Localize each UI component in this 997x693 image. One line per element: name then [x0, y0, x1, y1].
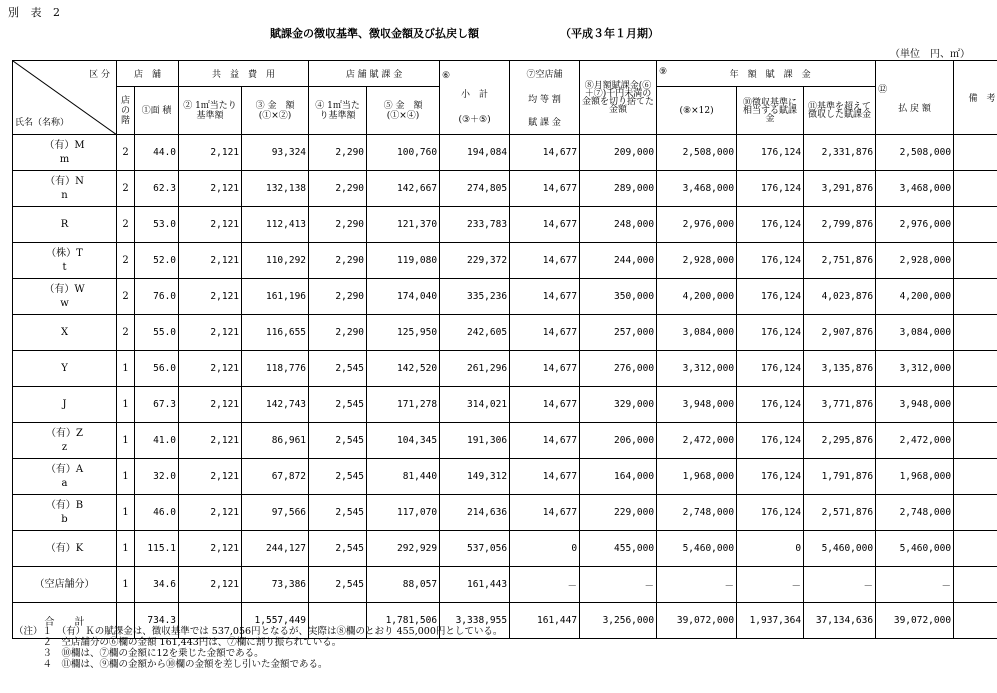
- kyoeki-header: 共 益 費 用: [179, 61, 309, 87]
- kubun-label: 区 分: [89, 70, 110, 80]
- cell-c6: 191,306: [440, 423, 510, 459]
- total-c9: 39,072,000: [657, 603, 737, 639]
- row-name-primary: （有）Z: [46, 427, 83, 439]
- shokei-header: [440, 61, 510, 135]
- row-name-primary: （有）K: [45, 542, 84, 554]
- cell-c5: 142,520: [367, 351, 440, 387]
- haraimodoshi-header: [876, 61, 954, 135]
- cell-c12: －: [876, 567, 954, 603]
- cell-c11: 3,135,876: [804, 351, 876, 387]
- cell-c11: 2,751,876: [804, 243, 876, 279]
- cell-c4: 2,545: [309, 495, 367, 531]
- col11-header: ⑪基準を超えて徴収した賦課金: [804, 87, 876, 135]
- cell-c2: 2,121: [179, 279, 242, 315]
- cell-c12: 2,928,000: [876, 243, 954, 279]
- row-name: [13, 351, 117, 387]
- row-name-secondary: a: [61, 477, 68, 489]
- row-name-primary: （空店舗分）: [34, 578, 95, 590]
- cell-biko: [954, 315, 997, 351]
- cell-c9: 2,976,000: [657, 207, 737, 243]
- cell-menseki: 46.0: [135, 495, 179, 531]
- row-name: [13, 495, 117, 531]
- cell-c11: 5,460,000: [804, 531, 876, 567]
- cell-c3: 86,961: [242, 423, 309, 459]
- cell-c7: －: [510, 567, 580, 603]
- cell-c8: 257,000: [580, 315, 657, 351]
- shokei-formula: (③＋⑤): [458, 114, 491, 125]
- period-label: （平成３年１月期）: [560, 27, 659, 40]
- cell-c3: 112,413: [242, 207, 309, 243]
- cell-c3: 73,386: [242, 567, 309, 603]
- cell-c10: 176,124: [737, 423, 804, 459]
- cell-c11: 2,331,876: [804, 135, 876, 171]
- row-name: [13, 243, 117, 279]
- cell-c3: 116,655: [242, 315, 309, 351]
- cell-c2: 2,121: [179, 171, 242, 207]
- row-floor: 1: [117, 423, 135, 459]
- cell-c12: 2,748,000: [876, 495, 954, 531]
- cell-c10: 176,124: [737, 315, 804, 351]
- cell-c5: 104,345: [367, 423, 440, 459]
- row-name-primary: （有）M: [44, 139, 85, 151]
- shokei-label: 小 計: [461, 89, 489, 100]
- fuka-kijun-header: ④ 1㎡当たり基準額: [309, 87, 367, 135]
- cell-c2: 2,121: [179, 243, 242, 279]
- cell-c8: 276,000: [580, 351, 657, 387]
- cell-c12: 2,508,000: [876, 135, 954, 171]
- total-c6: 3,338,955: [440, 603, 510, 639]
- cell-c5: 121,370: [367, 207, 440, 243]
- cell-c11: 2,295,876: [804, 423, 876, 459]
- cell-c9: －: [657, 567, 737, 603]
- nengaku-header: [657, 61, 876, 87]
- cell-c10: 176,124: [737, 207, 804, 243]
- cell-c3: 93,324: [242, 135, 309, 171]
- table-row: [13, 495, 997, 531]
- akitenpo-header: [510, 61, 580, 135]
- cell-c8: 244,000: [580, 243, 657, 279]
- cell-c6: 261,296: [440, 351, 510, 387]
- cell-c2: 2,121: [179, 315, 242, 351]
- notes: [14, 626, 502, 670]
- row-floor: 2: [117, 135, 135, 171]
- cell-menseki: 115.1: [135, 531, 179, 567]
- row-floor: 2: [117, 207, 135, 243]
- row-name-primary: X: [60, 326, 69, 338]
- cell-c8: －: [580, 567, 657, 603]
- gekkyo-header: ⑧月額賦課金(⑥＋⑦)千円未満の金額を切り捨てた金額: [580, 61, 657, 135]
- cell-c10: 0: [737, 531, 804, 567]
- cell-c3: 118,776: [242, 351, 309, 387]
- nengaku-formula-header: (⑧×12): [657, 87, 737, 135]
- cell-c12: 4,200,000: [876, 279, 954, 315]
- cell-c3: 110,292: [242, 243, 309, 279]
- cell-c8: 164,000: [580, 459, 657, 495]
- cell-c5: 88,057: [367, 567, 440, 603]
- cell-c7: 14,677: [510, 495, 580, 531]
- unit-label: （単位 円、㎡）: [890, 49, 970, 60]
- cell-biko: [954, 387, 997, 423]
- cell-c11: 3,771,876: [804, 387, 876, 423]
- cell-c6: 335,236: [440, 279, 510, 315]
- note-4: ４ ⑪欄は、⑨欄の金額から⑩欄の金額を差し引いた金額である。: [14, 659, 328, 670]
- row-floor: 1: [117, 495, 135, 531]
- cell-c3: 161,196: [242, 279, 309, 315]
- cell-c4: 2,545: [309, 387, 367, 423]
- cell-c7: 14,677: [510, 171, 580, 207]
- cell-c10: 176,124: [737, 171, 804, 207]
- table-body: [13, 135, 997, 639]
- kaidan-header: 店の階: [117, 87, 135, 135]
- row-name: [13, 567, 117, 603]
- cell-c12: 3,084,000: [876, 315, 954, 351]
- total-c7: 161,447: [510, 603, 580, 639]
- cell-c5: 119,080: [367, 243, 440, 279]
- cell-c2: 2,121: [179, 531, 242, 567]
- cell-c12: 3,468,000: [876, 171, 954, 207]
- cell-menseki: 56.0: [135, 351, 179, 387]
- fuka-header: 店 舗 賦 課 金: [309, 61, 440, 87]
- table-row: [13, 459, 997, 495]
- nengaku-number: ⑨: [659, 67, 668, 77]
- cell-biko: [954, 459, 997, 495]
- cell-menseki: 41.0: [135, 423, 179, 459]
- cell-c2: 2,121: [179, 495, 242, 531]
- cell-c7: 14,677: [510, 351, 580, 387]
- cell-c5: 100,760: [367, 135, 440, 171]
- cell-c6: 214,636: [440, 495, 510, 531]
- shimei-label: 氏名（名称）: [15, 118, 70, 128]
- cell-c6: 161,443: [440, 567, 510, 603]
- cell-c7: 14,677: [510, 423, 580, 459]
- cell-c11: 2,799,876: [804, 207, 876, 243]
- cell-c6: 242,605: [440, 315, 510, 351]
- cell-menseki: 53.0: [135, 207, 179, 243]
- table-row: [13, 243, 997, 279]
- cell-c4: 2,290: [309, 135, 367, 171]
- cell-c9: 2,748,000: [657, 495, 737, 531]
- row-floor: 2: [117, 243, 135, 279]
- row-name: [13, 531, 117, 567]
- cell-c11: 4,023,876: [804, 279, 876, 315]
- row-name-secondary: b: [61, 513, 68, 525]
- akitenpo-label-3: 賦 課 金: [528, 118, 561, 128]
- row-name: [13, 135, 117, 171]
- cell-c4: 2,290: [309, 207, 367, 243]
- page-title: 賦課金の徴収基準、徴収金額及び払戻し額: [270, 27, 479, 40]
- cell-menseki: 76.0: [135, 279, 179, 315]
- shokei-number: ⑥: [442, 70, 451, 81]
- row-floor: 2: [117, 279, 135, 315]
- row-name-primary: （有）A: [45, 463, 84, 475]
- cell-biko: [954, 135, 997, 171]
- cell-c2: 2,121: [179, 387, 242, 423]
- row-floor: 1: [117, 351, 135, 387]
- cell-menseki: 32.0: [135, 459, 179, 495]
- cell-c7: 14,677: [510, 243, 580, 279]
- cell-biko: [954, 531, 997, 567]
- cell-c5: 125,950: [367, 315, 440, 351]
- cell-biko: [954, 243, 997, 279]
- cell-c12: 2,976,000: [876, 207, 954, 243]
- cell-c11: 1,791,876: [804, 459, 876, 495]
- row-name: [13, 423, 117, 459]
- cell-c12: 3,948,000: [876, 387, 954, 423]
- row-name-primary: （有）B: [45, 499, 84, 511]
- fuka-kingaku-header: ⑤ 金 額 (①×④): [367, 87, 440, 135]
- cell-c5: 142,667: [367, 171, 440, 207]
- cell-c2: 2,121: [179, 207, 242, 243]
- cell-menseki: 44.0: [135, 135, 179, 171]
- total-c12: 39,072,000: [876, 603, 954, 639]
- cell-c11: 2,571,876: [804, 495, 876, 531]
- cell-c8: 248,000: [580, 207, 657, 243]
- row-name-secondary: m: [59, 153, 70, 165]
- cell-c6: 233,783: [440, 207, 510, 243]
- cell-c8: 350,000: [580, 279, 657, 315]
- table-row: [13, 171, 997, 207]
- cell-c12: 1,968,000: [876, 459, 954, 495]
- row-name-primary: R: [60, 218, 69, 230]
- cell-c6: 314,021: [440, 387, 510, 423]
- table-header: [13, 61, 997, 135]
- row-name: [13, 459, 117, 495]
- row-name-primary: （有）W: [44, 283, 85, 295]
- row-floor: 1: [117, 387, 135, 423]
- table-row: [13, 387, 997, 423]
- cell-c12: 2,472,000: [876, 423, 954, 459]
- cell-c9: 1,968,000: [657, 459, 737, 495]
- row-name-primary: J: [62, 398, 67, 410]
- cell-c2: 2,121: [179, 351, 242, 387]
- cell-c7: 14,677: [510, 387, 580, 423]
- row-floor: 1: [117, 531, 135, 567]
- cell-c9: 5,460,000: [657, 531, 737, 567]
- row-name-primary: Y: [61, 362, 68, 374]
- total-menseki: 734.3: [135, 603, 179, 639]
- cell-c2: 2,121: [179, 135, 242, 171]
- cell-menseki: 67.3: [135, 387, 179, 423]
- tenpo-header: 店 舗: [117, 61, 179, 87]
- cell-c4: 2,545: [309, 351, 367, 387]
- cell-c9: 2,928,000: [657, 243, 737, 279]
- note-2: ２ 空店舗分の⑥欄の金額 161,443円は、⑦欄に割り振られている。: [14, 637, 342, 648]
- table-row: [13, 531, 997, 567]
- cell-c5: 117,070: [367, 495, 440, 531]
- row-name: [13, 207, 117, 243]
- cell-c10: 176,124: [737, 387, 804, 423]
- cell-menseki: 62.3: [135, 171, 179, 207]
- total-c3: 1,557,449: [242, 603, 309, 639]
- cell-c2: 2,121: [179, 567, 242, 603]
- cell-c5: 81,440: [367, 459, 440, 495]
- cell-c10: 176,124: [737, 351, 804, 387]
- cell-c12: 5,460,000: [876, 531, 954, 567]
- cell-c8: 206,000: [580, 423, 657, 459]
- total-c10: 1,937,364: [737, 603, 804, 639]
- cell-c5: 171,278: [367, 387, 440, 423]
- cell-c11: －: [804, 567, 876, 603]
- cell-c7: 14,677: [510, 315, 580, 351]
- row-floor: 1: [117, 459, 135, 495]
- cell-c4: 2,290: [309, 315, 367, 351]
- table-row: [13, 135, 997, 171]
- row-name-secondary: z: [61, 441, 68, 453]
- cell-c9: 2,472,000: [657, 423, 737, 459]
- cell-c7: 14,677: [510, 135, 580, 171]
- cell-biko: [954, 207, 997, 243]
- total-label: 合 計: [13, 603, 117, 639]
- cell-c9: 3,084,000: [657, 315, 737, 351]
- akitenpo-label-2: 均 等 割: [528, 95, 561, 105]
- cell-c4: 2,290: [309, 279, 367, 315]
- cell-c10: 176,124: [737, 279, 804, 315]
- row-name-secondary: t: [62, 261, 67, 273]
- cell-c4: 2,545: [309, 567, 367, 603]
- cell-menseki: 55.0: [135, 315, 179, 351]
- row-floor: 2: [117, 171, 135, 207]
- table-row: [13, 207, 997, 243]
- menseki-header: ①面 積: [135, 87, 179, 135]
- cell-c9: 3,948,000: [657, 387, 737, 423]
- cell-c10: －: [737, 567, 804, 603]
- cell-c3: 97,566: [242, 495, 309, 531]
- cell-c8: 209,000: [580, 135, 657, 171]
- cell-c10: 176,124: [737, 459, 804, 495]
- row-name-primary: （株）T: [46, 247, 83, 259]
- cell-c4: 2,545: [309, 423, 367, 459]
- cell-c3: 244,127: [242, 531, 309, 567]
- attachment-label: 別 表 2: [8, 6, 64, 19]
- cell-c8: 329,000: [580, 387, 657, 423]
- cell-c11: 3,291,876: [804, 171, 876, 207]
- cell-c4: 2,545: [309, 531, 367, 567]
- note-1: （注）１ （有）Ｋの賦課金は、徴収基準では 537,056円となるが、実際は⑧欄のとおり 455,000円としている。: [14, 626, 503, 637]
- kyoeki-kingaku-header: ③ 金 額 (①×②): [242, 87, 309, 135]
- cell-biko: [954, 423, 997, 459]
- cell-c4: 2,545: [309, 459, 367, 495]
- cell-biko: [954, 351, 997, 387]
- cell-c7: 14,677: [510, 279, 580, 315]
- nengaku-label: 年 額 賦 課 金: [729, 70, 811, 80]
- haraimodoshi-label: 払 戻 額: [898, 103, 931, 114]
- row-name: [13, 315, 117, 351]
- cell-biko: [954, 279, 997, 315]
- cell-c7: 14,677: [510, 459, 580, 495]
- table-row: [13, 279, 997, 315]
- cell-c2: 2,121: [179, 459, 242, 495]
- cell-c6: 149,312: [440, 459, 510, 495]
- cell-c3: 132,138: [242, 171, 309, 207]
- kyoeki-kijun-header: ② 1㎡当たり基準額: [179, 87, 242, 135]
- cell-c6: 537,056: [440, 531, 510, 567]
- cell-c7: 0: [510, 531, 580, 567]
- cell-biko: [954, 171, 997, 207]
- cell-c10: 176,124: [737, 135, 804, 171]
- total-c5: 1,781,506: [367, 603, 440, 639]
- table-row: [13, 423, 997, 459]
- cell-c3: 67,872: [242, 459, 309, 495]
- table-row: [13, 315, 997, 351]
- table-row: [13, 567, 997, 603]
- cell-biko: [954, 567, 997, 603]
- note-3: ３ ⑩欄は、⑦欄の金額に12を乗じた金額である。: [14, 648, 264, 659]
- cell-biko: [954, 495, 997, 531]
- cell-menseki: 34.6: [135, 567, 179, 603]
- kubun-header: [13, 61, 117, 135]
- biko-header: 備 考: [954, 61, 997, 135]
- total-biko: [954, 603, 997, 639]
- row-name: [13, 387, 117, 423]
- row-name: [13, 171, 117, 207]
- cell-c4: 2,290: [309, 171, 367, 207]
- cell-c8: 455,000: [580, 531, 657, 567]
- row-name-secondary: n: [61, 189, 68, 201]
- cell-c9: 4,200,000: [657, 279, 737, 315]
- cell-c9: 2,508,000: [657, 135, 737, 171]
- cell-c6: 194,084: [440, 135, 510, 171]
- haraimodoshi-number: ⑫: [878, 84, 888, 95]
- akitenpo-label: ⑦空店舗: [526, 70, 563, 80]
- cell-c10: 176,124: [737, 495, 804, 531]
- cell-c8: 229,000: [580, 495, 657, 531]
- row-name: [13, 279, 117, 315]
- total-c8: 3,256,000: [580, 603, 657, 639]
- table-row: [13, 351, 997, 387]
- cell-c2: 2,121: [179, 423, 242, 459]
- cell-c10: 176,124: [737, 243, 804, 279]
- col10-header: ⑩徴収基準に相当する賦課金: [737, 87, 804, 135]
- row-name-primary: （有）N: [45, 175, 84, 187]
- cell-c6: 274,805: [440, 171, 510, 207]
- row-name-secondary: w: [60, 297, 69, 309]
- cell-c4: 2,290: [309, 243, 367, 279]
- cell-c6: 229,372: [440, 243, 510, 279]
- cell-c11: 2,907,876: [804, 315, 876, 351]
- cell-c9: 3,468,000: [657, 171, 737, 207]
- total-c11: 37,134,636: [804, 603, 876, 639]
- cell-c12: 3,312,000: [876, 351, 954, 387]
- cell-c3: 142,743: [242, 387, 309, 423]
- levy-table: [12, 60, 997, 639]
- row-floor: 2: [117, 315, 135, 351]
- cell-c7: 14,677: [510, 207, 580, 243]
- cell-menseki: 52.0: [135, 243, 179, 279]
- row-floor: 1: [117, 567, 135, 603]
- cell-c5: 174,040: [367, 279, 440, 315]
- cell-c5: 292,929: [367, 531, 440, 567]
- cell-c8: 289,000: [580, 171, 657, 207]
- cell-c9: 3,312,000: [657, 351, 737, 387]
